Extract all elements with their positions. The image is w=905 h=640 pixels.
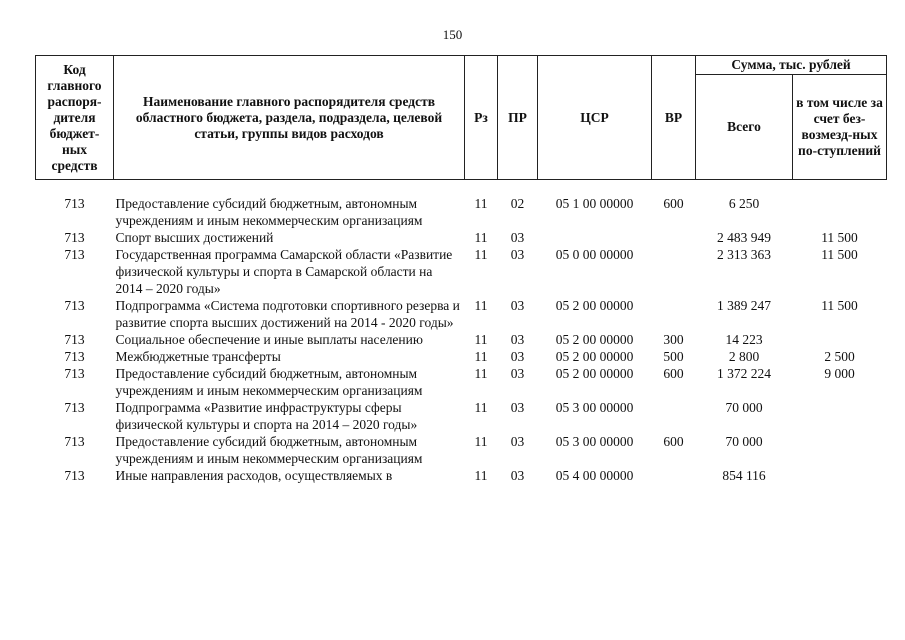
cell-incl: 11 500 [821, 230, 858, 245]
cell-csr: 05 0 00 00000 [555, 247, 634, 262]
cell-code: 713 [64, 332, 85, 347]
cell-incl: 2 500 [824, 349, 855, 364]
cell-name: Подпрограмма «Система подготовки спортивного резерва и развитие спорта высших достижений на 2014 - 2020 годы» [115, 298, 460, 330]
cell-pr: 02 [510, 196, 525, 211]
cell-vr: 300 [663, 332, 684, 347]
table-header [36, 56, 887, 180]
cell-vr: 600 [663, 366, 684, 381]
cell-name: Предоставление субсидий бюджетным, автономным учреждениям и иным некоммерческим организациям [115, 366, 423, 398]
cell-name: Межбюджетные трансферты [115, 349, 281, 364]
cell-csr: 05 2 00 00000 [555, 332, 634, 347]
cell-code: 713 [64, 298, 85, 313]
cell-code: 713 [64, 468, 85, 483]
header-rz: Рз [465, 56, 498, 180]
cell-code: 713 [64, 349, 85, 364]
cell-csr: 05 2 00 00000 [555, 366, 634, 381]
cell-csr [538, 229, 652, 246]
header-incl: в том числе за счет без-возмезд-ных по-ступлений [793, 75, 887, 180]
header-csr: ЦСР [538, 56, 652, 180]
cell-rz: 11 [474, 298, 488, 313]
budget-table [35, 55, 887, 484]
cell-code: 713 [64, 400, 85, 415]
table-row [36, 399, 887, 433]
cell-code: 713 [64, 434, 85, 449]
cell-total: 854 116 [722, 468, 766, 483]
cell-incl: 11 500 [821, 298, 858, 313]
cell-csr: 05 2 00 00000 [555, 298, 634, 313]
cell-total: 1 372 224 [717, 366, 771, 381]
cell-total: 2 313 363 [717, 247, 771, 262]
cell-code: 713 [64, 247, 85, 262]
cell-vr [652, 467, 696, 484]
cell-pr: 03 [510, 434, 525, 449]
cell-name: Государственная программа Самарской области «Развитие физической культуры и спорта в Самарской области на 2014 – 2020 годы» [115, 247, 453, 296]
cell-name: Социальное обеспечение и иные выплаты населению [115, 332, 423, 347]
cell-incl [793, 331, 887, 348]
table-row [36, 433, 887, 467]
cell-total: 2 483 949 [717, 230, 771, 245]
cell-incl [793, 433, 887, 467]
cell-vr [652, 246, 696, 297]
cell-pr: 03 [510, 468, 525, 483]
cell-total: 6 250 [728, 196, 760, 211]
cell-total: 1 389 247 [717, 298, 771, 313]
cell-vr [652, 297, 696, 331]
cell-vr: 500 [663, 349, 684, 364]
cell-vr [652, 399, 696, 433]
cell-rz: 11 [474, 366, 488, 381]
cell-pr: 03 [510, 400, 525, 415]
cell-csr: 05 3 00 00000 [555, 434, 634, 449]
cell-pr: 03 [510, 366, 525, 381]
cell-total: 2 800 [728, 349, 760, 364]
cell-pr: 03 [510, 230, 525, 245]
cell-code: 713 [64, 196, 85, 211]
cell-csr: 05 2 00 00000 [555, 349, 634, 364]
cell-pr: 03 [510, 298, 525, 313]
header-vr: ВР [652, 56, 696, 180]
table-row [36, 229, 887, 246]
cell-incl [793, 399, 887, 433]
cell-incl [793, 195, 887, 229]
cell-rz: 11 [474, 196, 488, 211]
cell-vr: 600 [663, 434, 684, 449]
cell-name: Иные направления расходов, осуществляемых в [115, 468, 393, 483]
table-row [36, 195, 887, 229]
table-row [36, 467, 887, 484]
cell-csr: 05 3 00 00000 [555, 400, 634, 415]
table-row [36, 365, 887, 399]
cell-code: 713 [64, 366, 85, 381]
cell-name: Спорт высших достижений [115, 230, 274, 245]
cell-incl: 11 500 [821, 247, 858, 262]
cell-name: Предоставление субсидий бюджетным, автономным учреждениям и иным некоммерческим организациям [115, 434, 423, 466]
page-number: 150 [442, 27, 463, 42]
cell-rz: 11 [474, 349, 488, 364]
header-total: Всего [696, 75, 793, 180]
table-row [36, 246, 887, 297]
cell-pr: 03 [510, 349, 525, 364]
cell-pr: 03 [510, 247, 525, 262]
header-pr: ПР [498, 56, 538, 180]
cell-csr: 05 4 00 00000 [555, 468, 634, 483]
header-sum: Сумма, тыс. рублей [696, 56, 887, 75]
cell-vr: 600 [663, 196, 684, 211]
cell-total: 70 000 [725, 400, 763, 415]
cell-csr: 05 1 00 00000 [555, 196, 634, 211]
cell-rz: 11 [474, 247, 488, 262]
cell-vr [652, 229, 696, 246]
cell-incl: 9 000 [824, 366, 855, 381]
cell-name: Предоставление субсидий бюджетным, автономным учреждениям и иным некоммерческим организациям [115, 196, 423, 228]
table-row [36, 331, 887, 348]
cell-incl [793, 467, 887, 484]
cell-pr: 03 [510, 332, 525, 347]
cell-rz: 11 [474, 230, 488, 245]
header-code: Код главного распоря-дителя бюджет-ных средств [36, 56, 114, 180]
header-name: Наименование главного распорядителя средств областного бюджета, раздела, подраздела, целевой статьи, группы видов расходов [114, 56, 465, 180]
cell-name: Подпрограмма «Развитие инфраструктуры сферы физической культуры и спорта на 2014 – 2020 годы» [115, 400, 418, 432]
cell-total: 14 223 [725, 332, 763, 347]
table-row [36, 348, 887, 365]
table-row [36, 297, 887, 331]
cell-rz: 11 [474, 332, 488, 347]
cell-rz: 11 [474, 400, 488, 415]
cell-total: 70 000 [725, 434, 763, 449]
cell-code: 713 [64, 230, 85, 245]
table-body [36, 180, 887, 485]
cell-rz: 11 [474, 434, 488, 449]
cell-rz: 11 [474, 468, 488, 483]
